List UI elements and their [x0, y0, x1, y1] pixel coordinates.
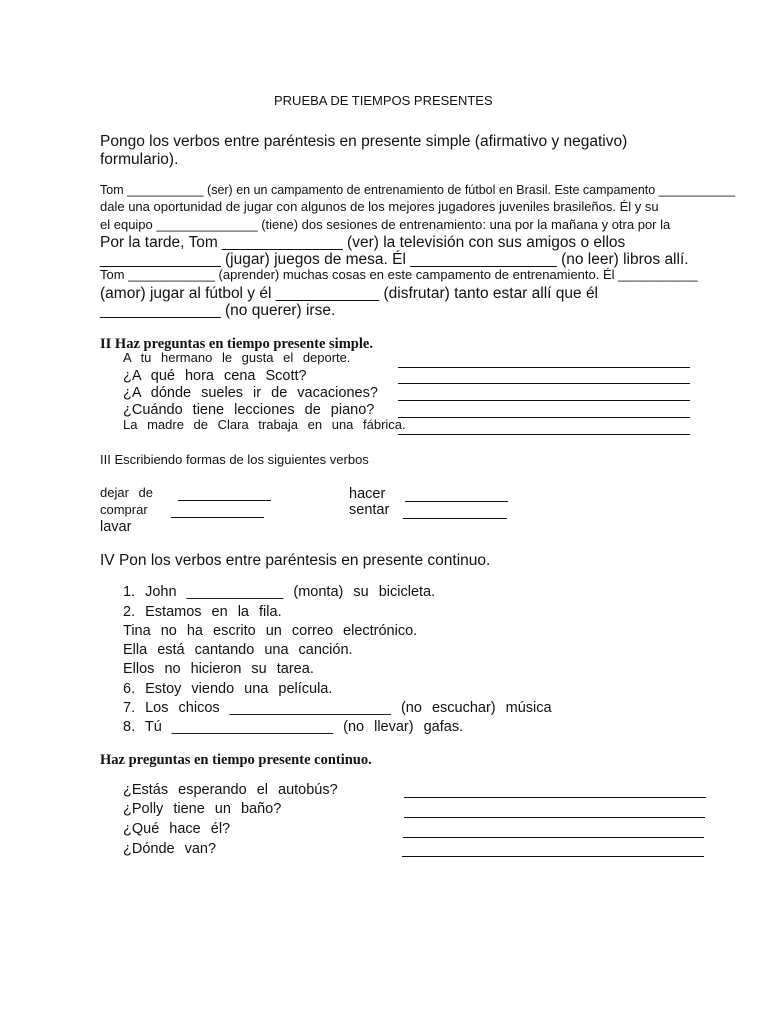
answer-line: [403, 518, 507, 519]
question-item: La madre de Clara trabaja en una fábrica.: [123, 417, 406, 432]
section1-instruction-cont: formulario).: [100, 151, 179, 168]
verb-item: hacer: [349, 486, 386, 502]
verb-item: sentar: [349, 502, 390, 518]
answer-line: [171, 517, 264, 518]
section1-line: (amor) jugar al fútbol y él ____________ (disfrutar) tanto estar allí que él: [100, 285, 599, 302]
verb-item: comprar: [100, 502, 148, 517]
section1-line: el equipo ______________ (tiene) dos sesiones de entrenamiento: una por la mañana y otra por la: [100, 217, 671, 232]
section1-line: Por la tarde, Tom ______________ (ver) la televisión con sus amigos o ellos: [100, 234, 626, 251]
exercise-item: 7. Los chicos ____________________ (no escuchar) música: [123, 700, 552, 716]
answer-line: [403, 837, 704, 838]
exercise-item: Ellos no hicieron su tarea.: [123, 661, 314, 677]
question-item: ¿Qué hace él?: [123, 821, 231, 837]
answer-line: [405, 501, 508, 502]
exercise-item: Tina no ha escrito un correo electrónico.: [123, 623, 418, 639]
verb-item: lavar: [100, 519, 132, 535]
question-item: ¿Cuándo tiene lecciones de piano?: [123, 402, 375, 418]
section1-line: Tom ___________ (ser) en un campamento de entrenamiento de fútbol en Brasil. Este campamento ___________: [100, 183, 736, 197]
section2-heading: II Haz preguntas en tiempo presente simple.: [100, 336, 373, 352]
question-item: A tu hermano le gusta el deporte.: [123, 350, 351, 365]
answer-line: [398, 434, 690, 435]
exercise-item: 2. Estamos en la fila.: [123, 604, 282, 620]
question-item: ¿A dónde sueles ir de vacaciones?: [123, 385, 378, 401]
section1-instruction: Pongo los verbos entre paréntesis en presente simple (afirmativo y negativo): [100, 133, 628, 150]
section1-line: Tom ____________ (aprender) muchas cosas en este campamento de entrenamiento. Él ___________: [100, 267, 698, 282]
answer-line: [398, 417, 690, 418]
page-title: PRUEBA DE TIEMPOS PRESENTES: [274, 93, 493, 108]
exercise-item: 8. Tú ____________________ (no llevar) gafas.: [123, 719, 464, 735]
section1-line: ______________ (jugar) juegos de mesa. Él _________________ (no leer) libros allí.: [100, 251, 689, 268]
exercise-item: Ella está cantando una canción.: [123, 642, 353, 658]
exercise-item: 6. Estoy viendo una película.: [123, 681, 333, 697]
answer-line: [398, 367, 690, 368]
verb-item: dejar de: [100, 485, 153, 500]
exercise-item: 1. John ____________ (monta) su bicicleta.: [123, 584, 436, 600]
answer-line: [178, 500, 271, 501]
answer-line: [404, 817, 705, 818]
question-item: ¿Polly tiene un baño?: [123, 801, 282, 817]
question-item: ¿Estás esperando el autobús?: [123, 782, 338, 798]
section3-heading: III Escribiendo formas de los siguientes verbos: [100, 452, 369, 467]
question-item: ¿Dónde van?: [123, 841, 217, 857]
section5-heading: Haz preguntas en tiempo presente continuo.: [100, 752, 372, 768]
answer-line: [404, 797, 706, 798]
question-item: ¿A qué hora cena Scott?: [123, 368, 307, 384]
answer-line: [402, 856, 704, 857]
section1-line: ______________ (no querer) irse.: [100, 302, 336, 319]
section1-line: dale una oportunidad de jugar con algunos de los mejores jugadores juveniles brasileños. Él y su: [100, 199, 659, 214]
answer-line: [398, 383, 690, 384]
section4-heading: IV Pon los verbos entre paréntesis en presente continuo.: [100, 552, 491, 569]
answer-line: [398, 400, 690, 401]
